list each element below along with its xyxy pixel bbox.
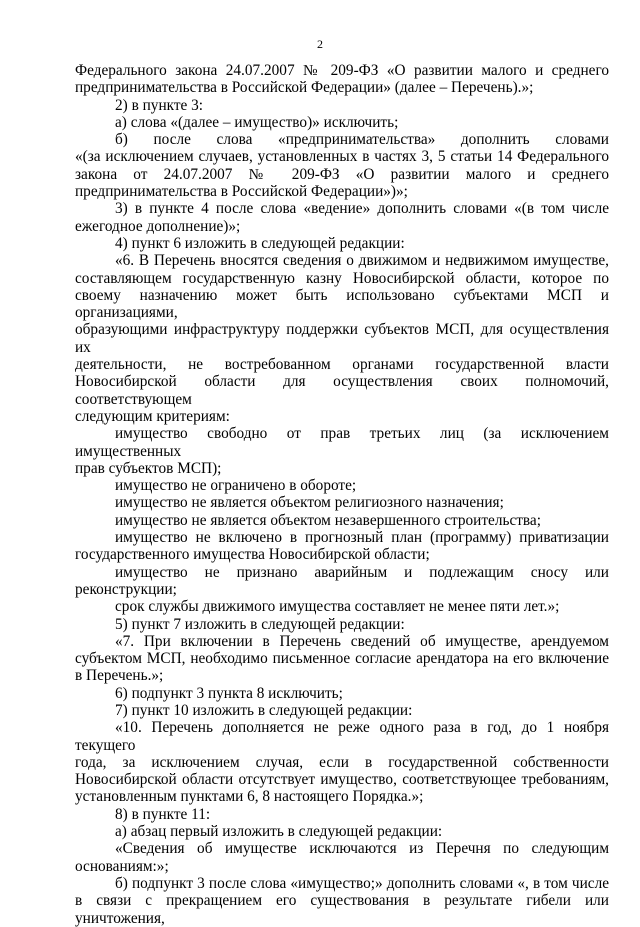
paragraph-line: а) абзац первый изложить в следующей редакции: — [115, 823, 443, 841]
paragraph-line: а) слова «(далее – имущество)» исключить; — [115, 113, 399, 131]
paragraph-line: образующими инфраструктуру поддержки субъектов МСП, для осуществления их — [75, 321, 609, 356]
paragraph-line: Новосибирской области для осуществления своих полномочий, соответствующем — [75, 373, 609, 408]
paragraph-line: «7. При включении в Перечень сведений об имуществе, арендуемом — [115, 632, 609, 650]
paragraph-line: реконструкции; — [75, 580, 177, 598]
paragraph-line: в связи с прекращением его существования в результате гибели или уничтожения, — [75, 892, 609, 927]
paragraph-line: прав субъектов МСП); — [75, 459, 222, 477]
document-body — [75, 62, 609, 927]
paragraph-line: 3) в пункте 4 после слова «ведение» дополнить словами «(в том числе — [115, 200, 609, 218]
paragraph-line: 7) пункт 10 изложить в следующей редакции: — [115, 701, 413, 719]
page-number: 2 — [317, 37, 323, 51]
paragraph-line: «6. В Перечень вносятся сведения о движимом и недвижимом имуществе, — [115, 252, 609, 270]
paragraph-line: своему назначению может быть использовано субъектами МСП и организациями, — [75, 286, 609, 322]
paragraph-line: государственного имущества Новосибирской области; — [75, 546, 430, 564]
paragraph-line: Новосибирской области отсутствует имущество, соответствующее требованиям, — [75, 771, 609, 789]
paragraph-line: года, за исключением случая, если в государственной собственности — [75, 753, 609, 771]
paragraph-line: ежегодное дополнение)»; — [75, 217, 241, 235]
paragraph-line: закона от 24.07.2007 № 209-ФЗ «О развитии малого и среднего — [75, 165, 609, 183]
paragraph-line: «Сведения об имуществе исключаются из Перечня по следующим — [115, 840, 609, 858]
paragraph-line: имущество не включено в прогнозный план (программу) приватизации — [115, 529, 609, 547]
paragraph-line: предпринимательства в Российской Федерации»)»; — [75, 183, 408, 201]
paragraph-line: 4) пункт 6 изложить в следующей редакции: — [115, 234, 405, 252]
paragraph-line: б) после слова «предпринимательства» дополнить словами — [115, 131, 609, 149]
paragraph-line: субъектом МСП, необходимо письменное согласие арендатора на его включение — [75, 650, 609, 668]
paragraph-line: следующим критериям: — [75, 407, 230, 425]
paragraph-line: 5) пункт 7 изложить в следующей редакции: — [115, 615, 405, 633]
paragraph-line: имущество не является объектом религиозного назначения; — [115, 494, 504, 512]
paragraph-line: имущество не признано аварийным и подлежащим сносу или — [115, 563, 609, 581]
paragraph-line: составляющем государственную казну Новосибирской области, которое по — [75, 269, 609, 287]
paragraph-line: «(за исключением случаев, установленных в частях 3, 5 статьи 14 Федерального — [75, 148, 609, 166]
paragraph-line: срок службы движимого имущества составляет не менее пяти лет.»; — [115, 598, 560, 616]
paragraph-line: предпринимательства в Российской Федерации» (далее – Перечень).»; — [75, 79, 534, 97]
paragraph-line: имущество свободно от прав третьих лиц (за исключением имущественных — [75, 425, 609, 460]
paragraph-line: основаниям:»; — [75, 857, 169, 875]
paragraph-line: б) подпункт 3 после слова «имущество;» дополнить словами «, в том числе — [115, 874, 609, 892]
paragraph-line: 8) в пункте 11: — [115, 805, 211, 823]
paragraph-line: деятельности, не востребованном органами государственной власти — [75, 356, 609, 374]
paragraph-line: 2) в пункте 3: — [115, 96, 204, 114]
paragraph-line: в Перечень.»; — [75, 667, 164, 685]
paragraph-line: установленным пунктами 6, 8 настоящего Порядка.»; — [75, 788, 424, 806]
paragraph-line: имущество не ограничено в обороте; — [115, 477, 357, 495]
paragraph-line: «10. Перечень дополняется не реже одного раза в год, до 1 ноября текущего — [75, 719, 609, 754]
paragraph-line: 6) подпункт 3 пункта 8 исключить; — [115, 684, 343, 702]
paragraph-line: имущество не является объектом незавершенного строительства; — [115, 511, 541, 529]
paragraph-line: Федерального закона 24.07.2007 № 209-ФЗ «О развитии малого и среднего — [75, 62, 609, 79]
